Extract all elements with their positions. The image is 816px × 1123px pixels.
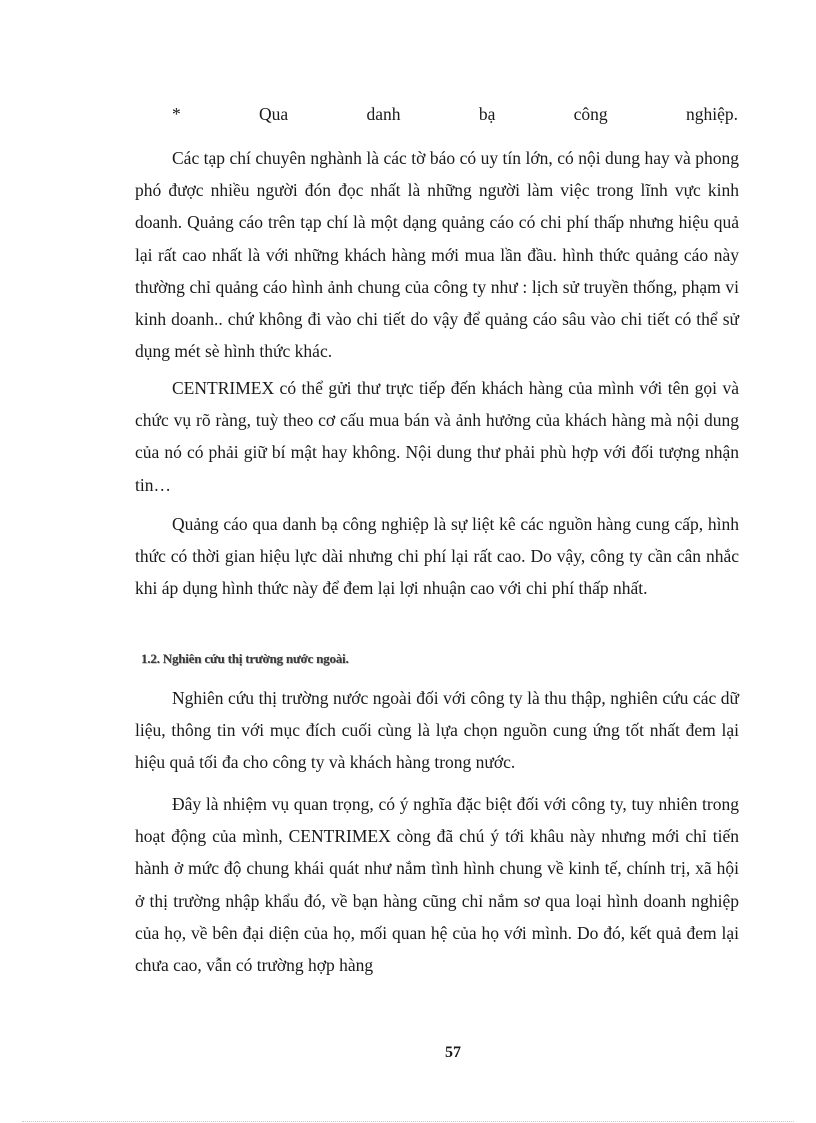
- paragraph-direct-mail: CENTRIMEX có thể gửi thư trực tiếp đến khách hàng của mình với tên gọi và chức vụ rõ ràng, tuỳ theo cơ cấu mua bán và ảnh hưởng của khách hàng mà nội dung của nó có phải giữ bí mật hay không. Nội dung thư phải phù hợp với đối tượng nhận tin…: [135, 378, 739, 495]
- paragraph-important-task: Đây là nhiệm vụ quan trọng, có ý nghĩa đặc biệt đối với công ty, tuy nhiên trong hoạt động của mình, CENTRIMEX còng đã chú ý tới khâu này nhưng mới chỉ tiến hành ở mức độ chung khái quát như nắm tình hình chung về kinh tế, chính trị, xã hội ở thị trường nhập khẩu đó, về bạn hàng cũng chỉ nắm sơ qua loại hình doanh nghiệp của họ, về bên đại diện của họ, mối quan hệ của họ với mình. Do đó, kết quả đem lại chưa cao, vẫn có trường hợp hàng: [135, 794, 739, 976]
- bullet-marker: *: [172, 104, 181, 124]
- bullet-word: bạ: [478, 104, 496, 124]
- section-heading: 1.2. Nghiên cứu thị trường nước ngoài.: [141, 651, 349, 666]
- bullet-word: danh: [366, 104, 401, 124]
- bullet-word: Qua: [259, 104, 289, 124]
- paragraph-magazine-ads: Các tạp chí chuyên nghành là các tờ báo có uy tín lớn, có nội dung hay và phong phó được nhiều người đón đọc nhất là những người làm việc trong lĩnh vực kinh doanh. Quảng cáo trên tạp chí là một dạng quảng cáo có chi phí thấp nhưng hiệu quả lại rất cao nhất là với những khách hàng mới mua lần đầu. hình thức quảng cáo này thường chỉ quảng cáo hình ảnh chung của công ty như : lịch sử truyền thống, phạm vi kinh doanh.. chứ không đi vào chi tiết do vậy để quảng cáo sâu vào chi tiết có thể sử dụng mét sè hình thức khác.: [135, 148, 739, 362]
- paragraph-industrial-directory: Quảng cáo qua danh bạ công nghiệp là sự liệt kê các nguồn hàng cung cấp, hình thức có thời gian hiệu lực dài nhưng chi phí lại rất cao. Do vậy, công ty cần cân nhắc khi áp dụng hình thức này để đem lại lợi nhuận cao với chi phí thấp nhất.: [135, 514, 739, 599]
- bullet-word: nghiệp.: [685, 104, 738, 124]
- paragraph-market-research: Nghiên cứu thị trường nước ngoài đối với công ty là thu thập, nghiên cứu các dữ liệu, thông tin với mục đích cuối cùng là lựa chọn nguồn cung ứng tốt nhất đem lại hiệu quả tối đa cho công ty và khách hàng trong nước.: [135, 688, 739, 773]
- bullet-word: công: [573, 104, 608, 124]
- bullet-line: [172, 102, 738, 126]
- page-bottom-divider: [22, 1121, 794, 1122]
- page-number: 57: [445, 1044, 461, 1061]
